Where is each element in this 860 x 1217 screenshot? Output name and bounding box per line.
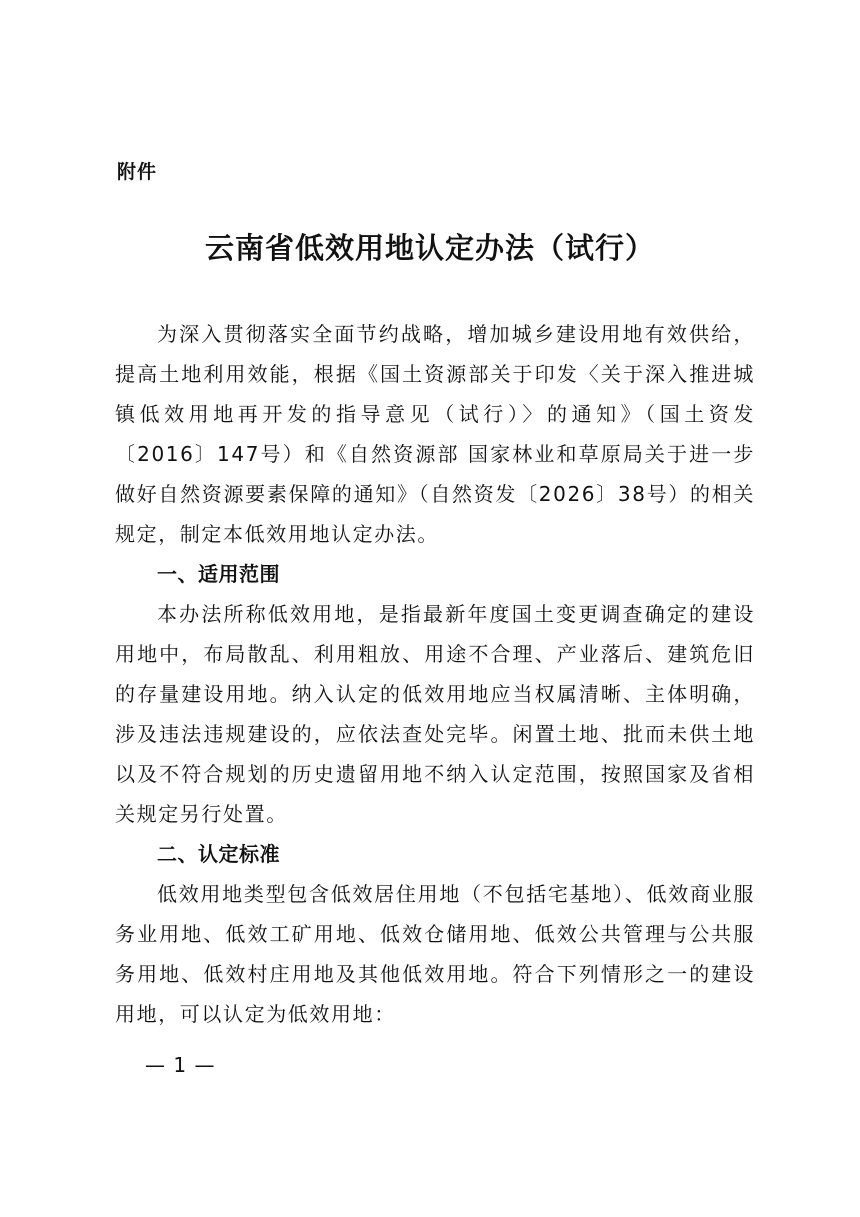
attachment-label: 附件 <box>117 161 158 183</box>
section-1-heading: 一、适用范围 <box>157 562 280 586</box>
section-2-heading: 二、认定标准 <box>157 842 280 866</box>
document-body <box>115 314 755 1034</box>
document-title: 云南省低效用地认定办法（试行） <box>204 231 655 265</box>
intro-paragraph: 为深入贯彻落实全面节约战略，增加城乡建设用地有效供给，提高土地利用效能，根据《国土资源部关于印发〈关于深入推进城镇低效用地再开发的指导意见（试行）〉的通知》（国土资发〔2016〕147号）和《自然资源部 国家林业和草原局关于进一步做好自然资源要素保障的通知》（自然资发〔2026〕38号）的相关规定，制定本低效用地认定办法。 <box>115 322 755 546</box>
section-2-paragraph: 低效用地类型包含低效居住用地（不包括宅基地）、低效商业服务业用地、低效工矿用地、低效仓储用地、低效公共管理与公共服务用地、低效村庄用地及其他低效用地。符合下列情形之一的建设用地，可以认定为低效用地： <box>115 882 755 1026</box>
page-number: — 1 — <box>145 1053 216 1077</box>
section-1-paragraph: 本办法所称低效用地，是指最新年度国土变更调查确定的建设用地中，布局散乱、利用粗放、用途不合理、产业落后、建筑危旧的存量建设用地。纳入认定的低效用地应当权属清晰、主体明确，涉及违法违规建设的，应依法查处完毕。闲置土地、批而未供土地以及不符合规划的历史遗留用地不纳入认定范围，按照国家及省相关规定另行处置。 <box>115 602 755 826</box>
